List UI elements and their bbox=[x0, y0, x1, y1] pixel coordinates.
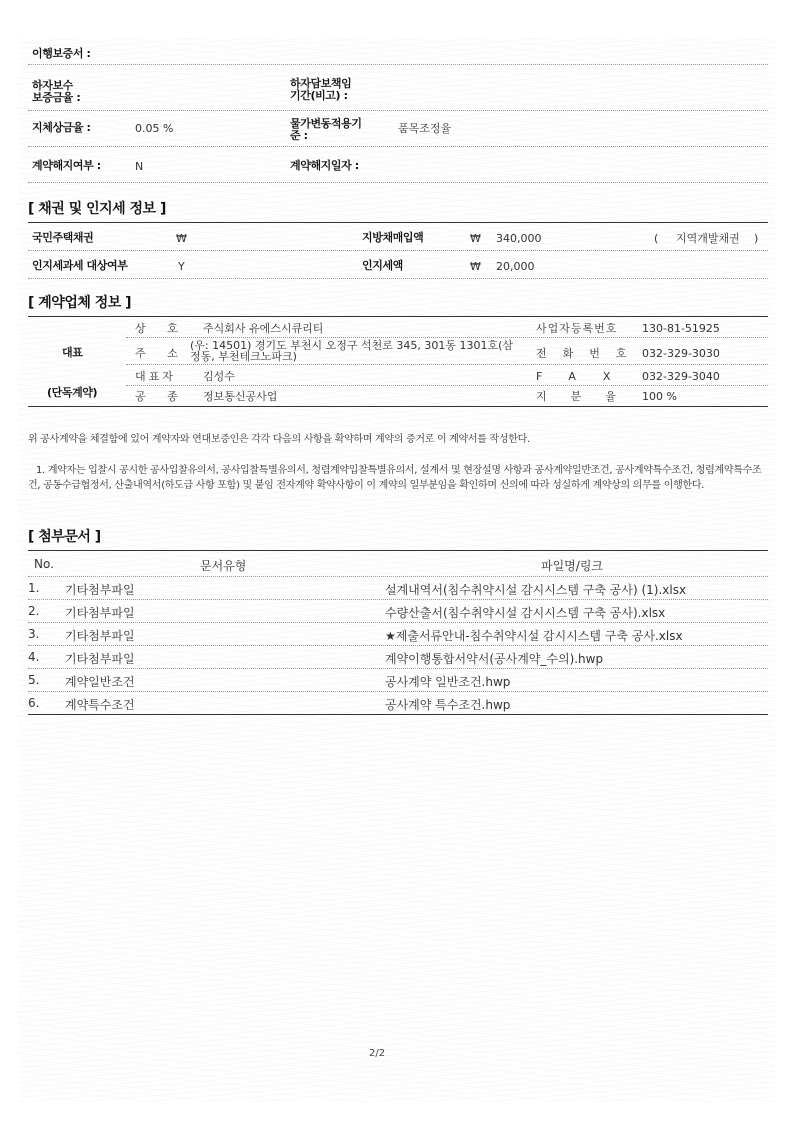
termination-value: N bbox=[135, 160, 144, 173]
single-contract-label: (단독계약) bbox=[47, 386, 98, 399]
work-type-value: 정보통신공사업 bbox=[203, 390, 278, 403]
row-type: 기타첨부파일 bbox=[65, 583, 135, 597]
row-file-link[interactable]: 공사계약 일반조건.hwp bbox=[385, 675, 511, 689]
sub-warranty-rate-label: 하자보수 보증금율 : bbox=[32, 79, 81, 104]
attachments-section-title: [ 첨부문서 ] bbox=[28, 529, 101, 545]
local-bond-paren-close: ) bbox=[754, 232, 759, 245]
col-type-header: 문서유형 bbox=[200, 559, 247, 573]
housing-bond-currency: ₩ bbox=[176, 232, 187, 245]
table-row bbox=[28, 577, 768, 600]
ceo-label: 대표자 bbox=[135, 370, 176, 383]
divider bbox=[28, 278, 768, 279]
agreement-intro: 위 공사계약을 체결함에 있어 계약자와 연대보증인은 각각 다음의 사항을 확약하며 계약의 증거로 이 계약서를 작성한다. bbox=[28, 434, 530, 445]
price-fluct-value: 품목조정율 bbox=[398, 122, 452, 135]
row-no: 2. bbox=[28, 604, 40, 618]
divider bbox=[28, 250, 768, 251]
row-no: 1. bbox=[28, 581, 40, 595]
fax-label: FAX bbox=[536, 370, 638, 383]
fax-value: 032-329-3040 bbox=[642, 370, 720, 383]
divider bbox=[28, 146, 768, 147]
late-penalty-label: 지체상금율 : bbox=[32, 121, 91, 134]
divider bbox=[28, 182, 768, 183]
row-type: 기타첨부파일 bbox=[65, 606, 135, 620]
address-value: (우: 14501) 경기도 부천시 오정구 석천로 345, 301동 1301호(삼 정동, 부천테크노파크) bbox=[190, 339, 514, 363]
table-row bbox=[28, 600, 768, 623]
stamp-tax-value: 20,000 bbox=[496, 260, 535, 273]
divider bbox=[28, 406, 768, 407]
housing-bond-label: 국민주택채권 bbox=[32, 231, 94, 244]
divider bbox=[126, 364, 768, 365]
row-type: 계약일반조건 bbox=[65, 675, 135, 689]
biz-no-label: 사업자등록번호 bbox=[536, 322, 618, 335]
work-type-label: 공 종 bbox=[135, 390, 187, 403]
phone-value: 032-329-3030 bbox=[642, 347, 720, 360]
table-row bbox=[28, 623, 768, 646]
row-file-link[interactable]: 계약이행통합서약서(공사계약_수의).hwp bbox=[385, 652, 604, 666]
row-file-link[interactable]: 설계내역서(침수취약시설 감시시스템 구축 공사) (1).xlsx bbox=[385, 583, 687, 597]
row-no: 5. bbox=[28, 673, 40, 687]
row-type: 계약특수조건 bbox=[65, 698, 135, 712]
bonds-section-title: [ 채권 및 인지세 정보 ] bbox=[28, 201, 166, 217]
local-bond-label: 지방채매입액 bbox=[362, 231, 424, 244]
row-type: 기타첨부파일 bbox=[65, 629, 135, 643]
contract-page bbox=[18, 38, 775, 1102]
row-no: 3. bbox=[28, 627, 40, 641]
attachments-header-row bbox=[28, 552, 768, 577]
late-penalty-value: 0.05 % bbox=[135, 122, 174, 135]
share-label: 지분율 bbox=[536, 390, 640, 403]
local-bond-type: 지역개발채권 bbox=[676, 232, 740, 245]
sub-warranty-period-label: 하자담보책임 기간(비고) : bbox=[290, 77, 352, 102]
contractor-section-title: [ 계약업체 정보 ] bbox=[28, 295, 132, 311]
row-file-link[interactable]: 공사계약 특수조건.hwp bbox=[385, 698, 511, 712]
divider bbox=[126, 385, 768, 386]
local-bond-paren-open: ( bbox=[654, 232, 659, 245]
table-row bbox=[28, 669, 768, 692]
divider bbox=[28, 550, 768, 551]
agreement-clause-1: 1. 계약자는 입찰시 공시한 공사입찰유의서, 공사입찰특별유의서, 청렴계약입찰특별유의서, 설계서 및 현장설명 사항과 공사계약일반조건, 공사계약특수조건, 청렴계약특수조건, 공동수급협정서, 산출내역서(하도급 사항 포함) 및 붙임 전자계약 확약사항이 이 계약의 일부분임을 확인하며 신의에 따라 성실하게 계약상의 의무를 이행한다. bbox=[28, 465, 762, 491]
divider bbox=[28, 64, 768, 65]
stamp-target-label: 인지세과세 대상여부 bbox=[32, 259, 128, 272]
stamp-tax-currency: ₩ bbox=[470, 260, 481, 273]
divider bbox=[28, 110, 768, 111]
row-file-link[interactable]: 수량산출서(침수취약시설 감시시스템 구축 공사).xlsx bbox=[385, 606, 666, 620]
address-label: 주 소 bbox=[135, 347, 187, 360]
biz-no-value: 130-81-51925 bbox=[642, 322, 720, 335]
termination-date-label: 계약해지일자 : bbox=[290, 159, 359, 172]
share-value: 100 % bbox=[642, 390, 677, 403]
stamp-target-value: Y bbox=[178, 260, 185, 273]
divider bbox=[28, 316, 768, 317]
row-no: 4. bbox=[28, 650, 40, 664]
stamp-tax-label: 인지세액 bbox=[362, 259, 403, 272]
page-number: 2/2 bbox=[369, 1048, 386, 1059]
phone-label: 전화번호 bbox=[536, 347, 643, 360]
divider bbox=[126, 337, 768, 338]
bond-label: 이행보증서 : bbox=[32, 47, 91, 60]
divider bbox=[28, 222, 768, 223]
row-no: 6. bbox=[28, 696, 40, 710]
price-fluct-label: 물가변동적용기 준 : bbox=[290, 117, 362, 142]
local-bond-currency: ₩ bbox=[470, 232, 481, 245]
ceo-value: 김성수 bbox=[203, 370, 235, 383]
col-file-header: 파일명/링크 bbox=[541, 559, 604, 573]
table-row bbox=[28, 692, 768, 715]
col-no-header: No. bbox=[34, 557, 54, 571]
company-name-value: 주식회사 유에스시큐리티 bbox=[203, 322, 324, 335]
rep-label: 대표 bbox=[62, 346, 83, 359]
row-type: 기타첨부파일 bbox=[65, 652, 135, 666]
company-name-label: 상 호 bbox=[135, 322, 187, 335]
termination-label: 계약해지여부 : bbox=[32, 159, 101, 172]
row-file-link[interactable]: ★제출서류안내-침수취약시설 감시시스템 구축 공사.xlsx bbox=[385, 629, 683, 643]
table-row bbox=[28, 646, 768, 669]
local-bond-value: 340,000 bbox=[496, 232, 542, 245]
